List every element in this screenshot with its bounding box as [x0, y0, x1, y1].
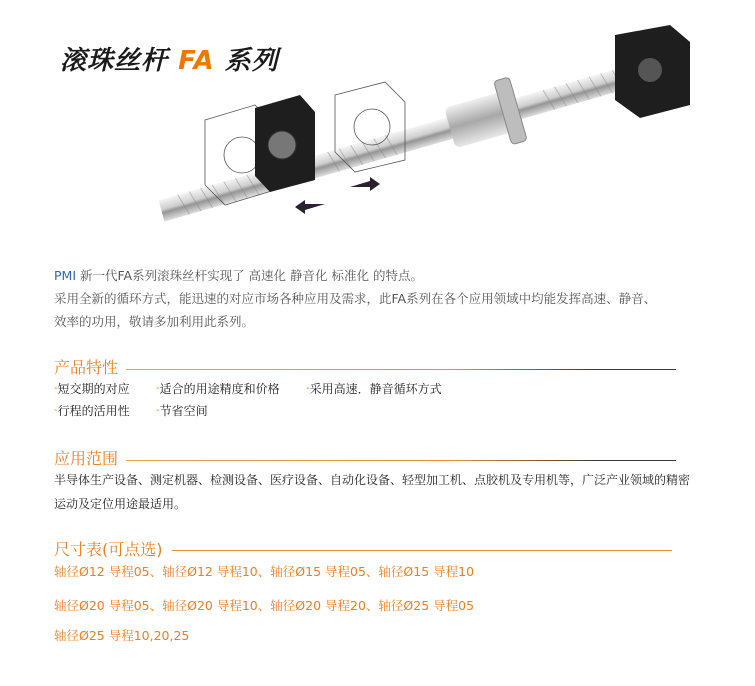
size-link[interactable]: 轴径Ø15 导程05 [270, 564, 366, 579]
feature-item [54, 402, 130, 419]
applications-text: 半导体生产设备、测定机器、检测设备、医疗设备、自动化设备、轻型加工机、点胶机及专用机等，广泛产业领域的精密运动及定位用途最适用。 [54, 473, 691, 511]
size-link[interactable]: 轴径Ø20 导程10 [162, 598, 258, 613]
size-link[interactable]: 轴径Ø25 导程05 [378, 598, 475, 613]
separator: 、 [257, 564, 271, 579]
title-highlight: FA [178, 46, 215, 76]
size-link[interactable]: 轴径Ø12 导程10 [162, 564, 258, 579]
separator: 、 [149, 564, 163, 579]
feature-item [54, 380, 130, 397]
size-row-1 [54, 562, 474, 580]
size-link[interactable]: 轴径Ø20 导程05 [54, 598, 150, 613]
feature-item [156, 380, 280, 397]
size-link[interactable]: 轴径Ø12 导程05 [54, 564, 150, 579]
feature-item-label: 行程的活用性 [57, 404, 130, 418]
bullet-dash-icon: - [54, 383, 58, 394]
sizes-heading: 尺寸表(可点选) [54, 540, 163, 559]
bullet-dash-icon: - [156, 383, 160, 394]
applications-heading: 应用范围 [54, 449, 119, 468]
size-row-2 [54, 596, 474, 614]
feature-item-label: 节省空间 [159, 404, 208, 418]
size-row-3 [54, 626, 189, 644]
size-link[interactable]: 轴径Ø25 导程10,20,25 [54, 628, 190, 643]
features-heading: 产品特性 [54, 358, 119, 377]
separator: 、 [149, 598, 163, 613]
feature-item [306, 380, 442, 397]
intro-line-1 [54, 264, 694, 287]
intro-line-3: 效率的功用，敬请多加利用此系列。 [54, 314, 255, 329]
feature-item-label: 采用高速．静音循环方式 [309, 382, 442, 396]
feature-item-label: 适合的用途精度和价格 [159, 382, 280, 396]
applications-divider [126, 460, 676, 461]
size-link[interactable]: 轴径Ø15 导程10 [378, 564, 475, 579]
intro-paragraph [54, 264, 694, 333]
bullet-dash-icon: - [306, 383, 310, 394]
separator: 、 [257, 598, 271, 613]
separator: 、 [365, 598, 379, 613]
bullet-dash-icon: - [156, 405, 160, 416]
intro-line-2: 采用全新的循环方式，能迅速的对应市场各种应用及需求，此FA系列在各个应用领域中均能发挥高速、静音、 [54, 291, 657, 306]
bullet-dash-icon: - [54, 405, 58, 416]
feature-item [156, 402, 208, 419]
feature-item-label: 短交期的对应 [57, 382, 130, 396]
separator: 、 [365, 564, 379, 579]
intro-line-1-text: 新一代FA系列滚珠丝杆实现了 高速化 静音化 标准化 的特点。 [76, 268, 423, 283]
sizes-divider [172, 550, 672, 551]
title-prefix: 滚珠丝杆 [60, 46, 179, 76]
brand-name: PMI [54, 268, 77, 283]
product-image [150, 20, 730, 240]
size-link[interactable]: 轴径Ø20 导程20 [270, 598, 366, 613]
title-suffix: 系列 [214, 46, 279, 76]
features-divider [126, 369, 676, 370]
